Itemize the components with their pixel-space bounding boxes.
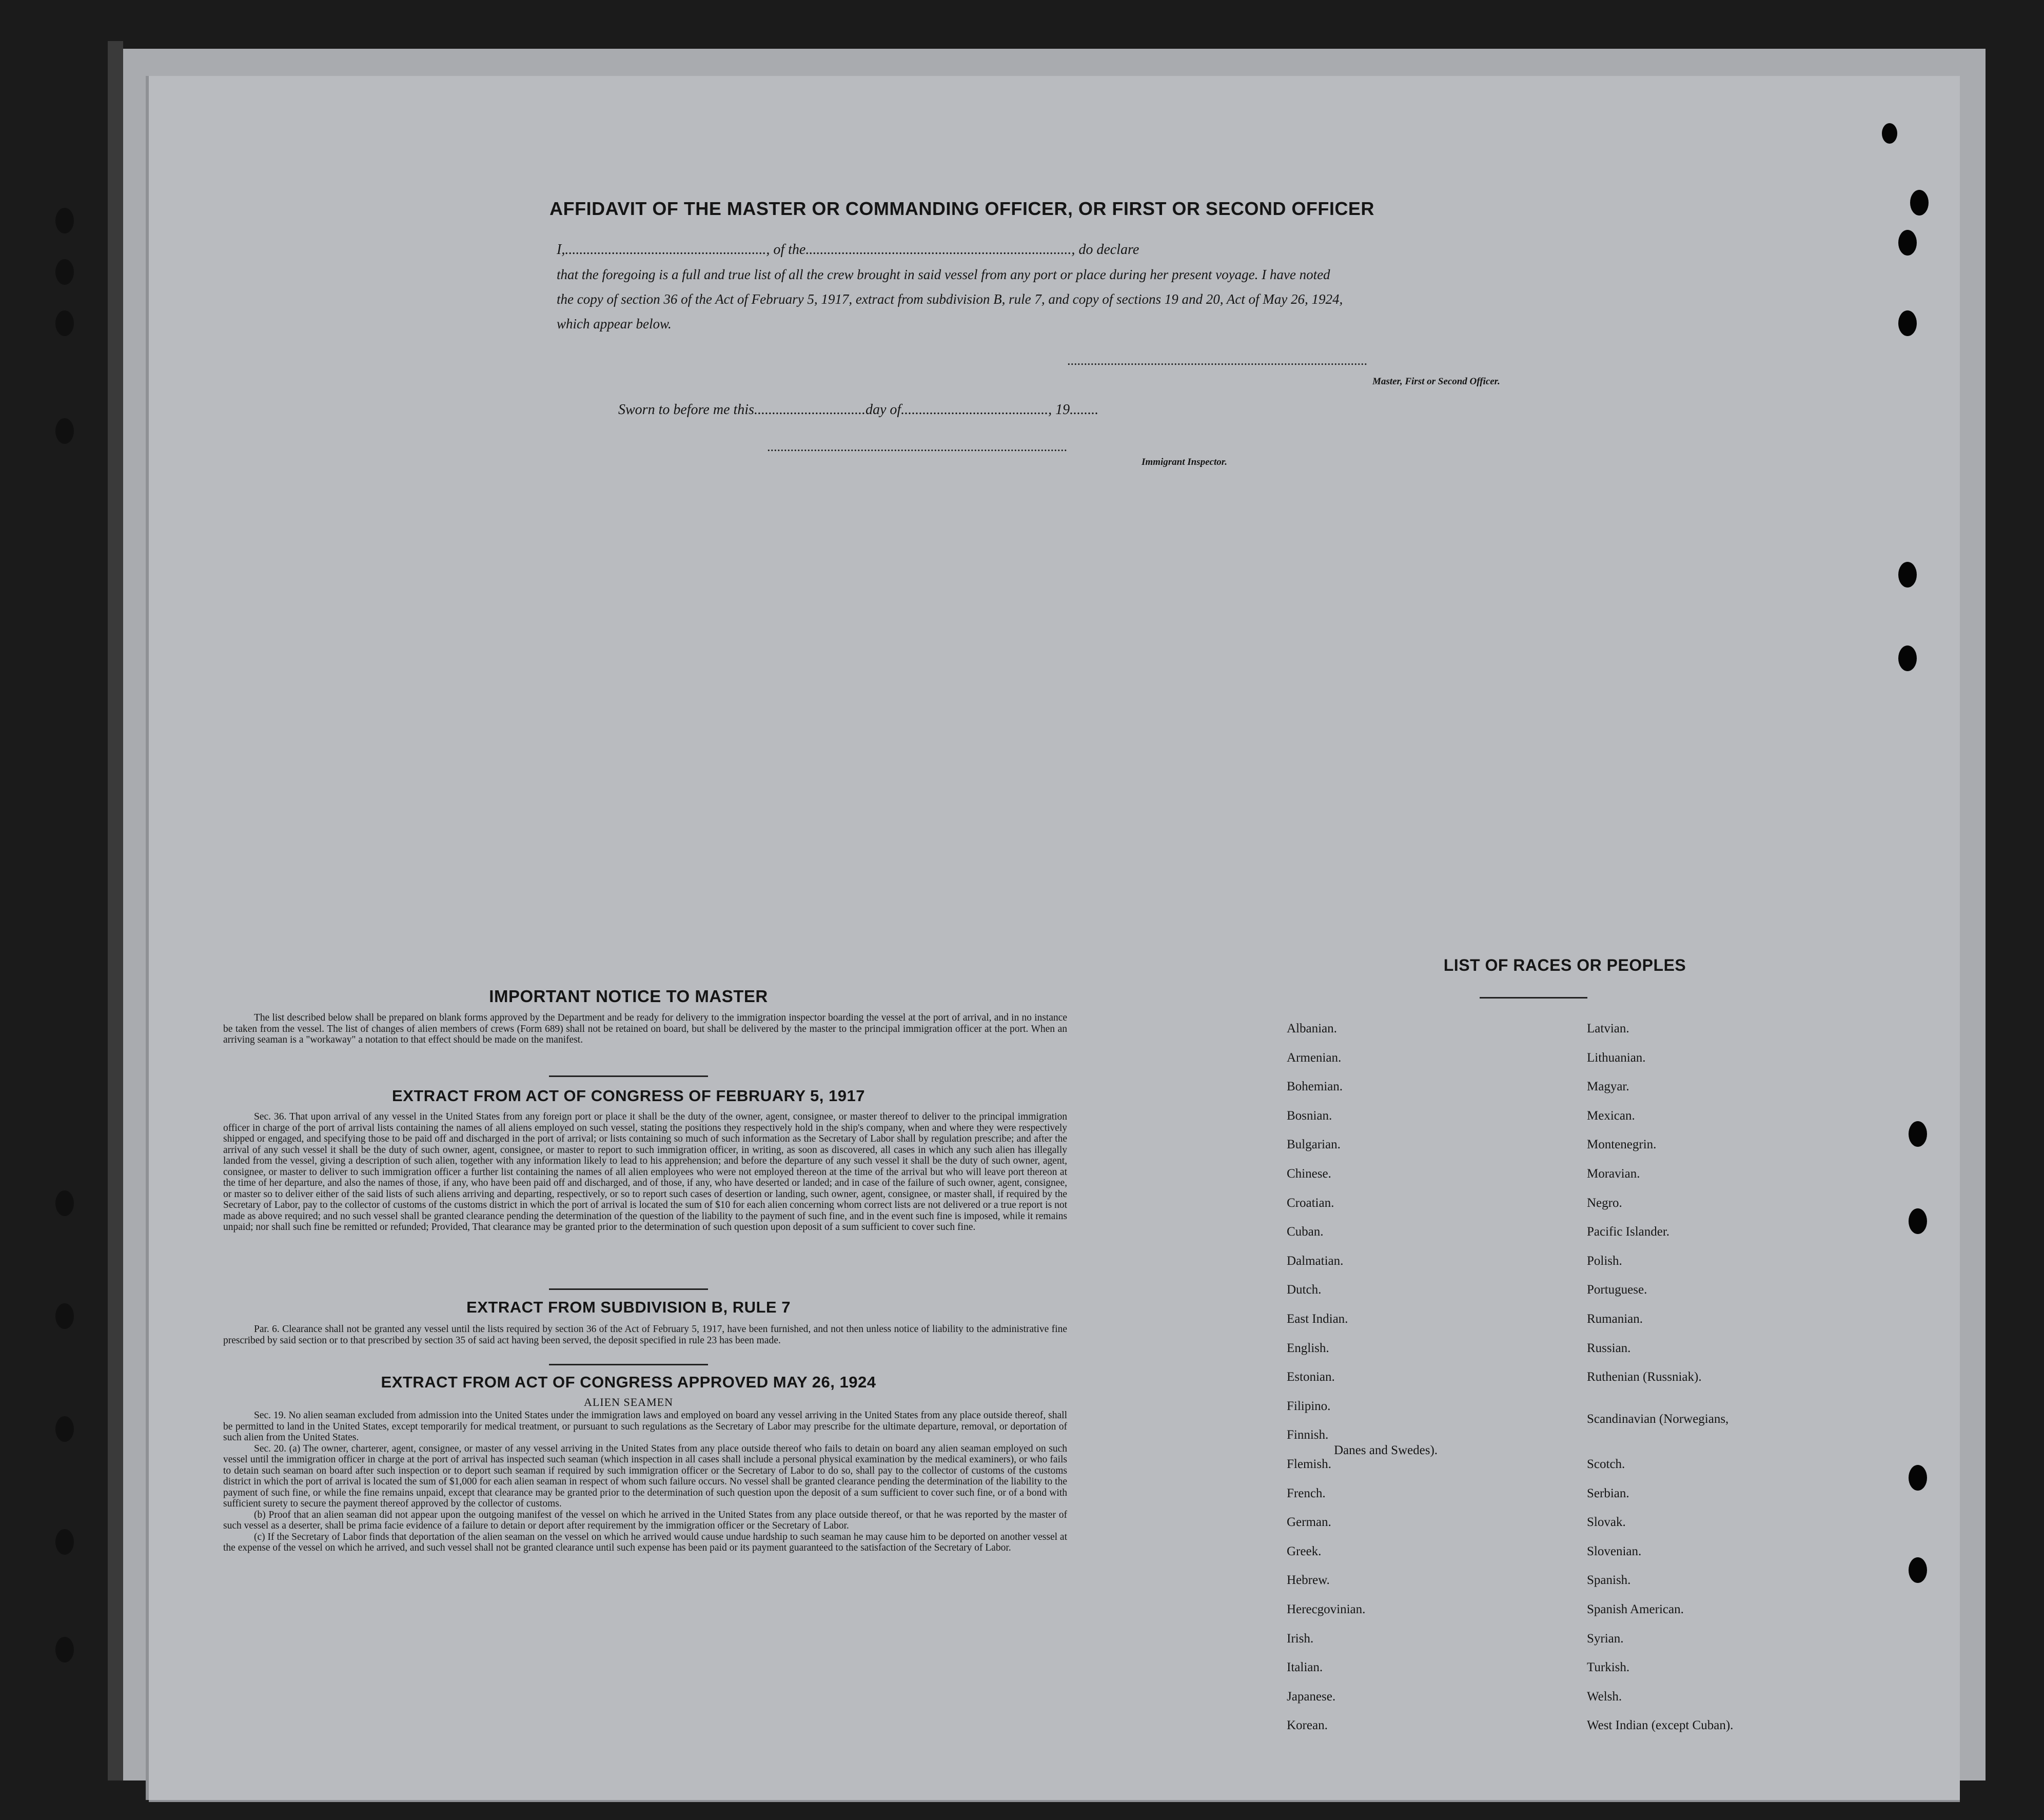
act-1924-title: EXTRACT FROM ACT OF CONGRESS APPROVED MAY 26, 1924 [381,1373,876,1391]
sworn-line [618,398,1098,422]
act-1924-section-20b: (b) Proof that an alien seaman did not appear upon the outgoing manifest of the vessel on which he arrived in the United States from any place outside thereof, or that he was reported by the master of such vessel as a deserter, shall be prima facie evidence of a failure to detain or deport after requirement by the immigration officer or the Secretary of Labor. [223,1509,1067,1531]
race-item: Greek. [1287,1544,1322,1558]
binder-hole-icon [55,1637,74,1662]
race-item: Pacific Islander. [1587,1225,1670,1239]
binder-hole-icon [1898,645,1917,671]
sworn-text: Sworn to before me this [618,402,754,418]
race-item: Armenian. [1287,1051,1342,1065]
race-item: Spanish American. [1587,1602,1684,1616]
race-item: Italian. [1287,1660,1323,1674]
divider [549,1364,708,1365]
binder-hole-icon [55,1190,74,1216]
race-item: Polish. [1587,1254,1622,1268]
inspector-signature-blank: .......................................................................................... [767,439,1067,454]
race-item: Spanish. [1587,1573,1631,1587]
binder-hole-icon [55,418,74,444]
race-item: Herecgovinian. [1287,1602,1366,1616]
divider [1480,997,1587,999]
affidavit-title: AFFIDAVIT OF THE MASTER OR COMMANDING OFFICER, OR FIRST OR SECOND OFFICER [549,198,1374,219]
race-item: Turkish. [1587,1660,1630,1674]
act-1917-section-36: Sec. 36. That upon arrival of any vessel in the United States from any foreign port or place it shall be the duty of the owner, agent, consignee, or master thereof to deliver to the principal immigration officer in charge of the port of arrival lists containing the names of all aliens employed on such vessel, stating the positions they respectively hold in the ship's company, when and where they were respectively shipped or engaged, and specifying those to be paid off and discharged in the port of arrival; or lists containing so much of such information as the Secretary of Labor shall by regulation prescribe; and after the arrival of any such vessel it shall be the duty of such owner, agent, consignee, or master to report to such immigration officer, in writing, as soon as discovered, all cases in which any such alien has illegally landed from the vessel, giving a description of such alien, together with any information likely to lead to his apprehension; and before the departure of any such vessel it shall be the duty of such owner, agent, consignee, or master to deliver to such immigration officer a further list containing the names of all alien employees who were not employed thereon at the time of the arrival but who will leave port thereon at the time of her departure, and also the names of those, if any, who have been paid off and discharged, and of those, if any, who have deserted or landed; and in case of the failure of such owner, agent, consignee, or master so to deliver either of the said lists of such aliens arriving and departing, respectively, or so to report such cases of desertion or landing, such owner, agent, consignee, or master shall, if required by the Secretary of Labor, pay to the collector of customs of the customs district in which the port of arrival is located the sum of $10 for each alien concerning whom correct lists are not delivered or a true report is not made as above required; and no such vessel shall be granted clearance pending the determination of the question of the liability to the payment of such fine, and in the event such fine is imposed, while it remains unpaid; nor shall such fine be remitted or refunded; Provided, That clearance may be granted prior to the determination of such question upon deposit of a sum sufficient to cover such fine. [223,1111,1067,1232]
master-signature-caption: Master, First or Second Officer. [1372,376,1500,387]
affidavit-of-the: , of the [766,242,806,258]
races-title: LIST OF RACES OR PEOPLES [1443,956,1686,974]
race-item: Slovenian. [1587,1544,1642,1558]
race-item: Chinese. [1287,1167,1331,1181]
notice-body [223,1012,1067,1046]
act-1924-section-20c: (c) If the Secretary of Labor finds that deportation of the alien seaman on the vessel on which he arrived would cause undue hardship to such seaman he may cause him to be deported on another vessel at the expense of the vessel on which he arrived, and such vessel shall not be granted clearance until such expense has been paid or its payment guaranteed to the satisfaction of the Secretary of Labor. [223,1531,1067,1553]
binder-hole-icon [1909,1121,1927,1147]
affidavit-declaration-line [557,238,1716,262]
race-item: West Indian (except Cuban). [1587,1718,1734,1732]
binder-hole-icon [55,208,74,233]
race-item: Bulgarian. [1287,1138,1341,1151]
race-item: Montenegrin. [1587,1138,1657,1151]
inspector-signature-caption: Immigrant Inspector. [1142,457,1227,467]
binder-hole-icon [1909,1465,1927,1491]
race-item: Magyar. [1587,1080,1629,1093]
race-item: Cuban. [1287,1225,1324,1239]
race-item: Estonian. [1287,1370,1335,1384]
race-item: Mexican. [1587,1109,1635,1123]
race-item: Irish. [1287,1632,1314,1646]
binder-hole-icon [1898,562,1917,588]
affidavit-text-line-3: the copy of section 36 of the Act of February 5, 1917, extract from subdivision B, rule 7, and copy of sections 19 and 20, Act of May 26, 1924, [557,291,1343,307]
race-item: Moravian. [1587,1167,1640,1181]
binder-hole-icon [1898,310,1917,336]
rule-7-paragraph-6: Par. 6. Clearance shall not be granted any vessel until the lists required by section 36 of the Act of February 5, 1917, have been furnished, and not then unless notice of liability to the administrative fine prescribed by said section or to that prescribed by section 35 of said act having been served, the deposit specified in rule 23 has been made. [223,1324,1067,1346]
race-item: Welsh. [1587,1690,1622,1704]
rule-7-title: EXTRACT FROM SUBDIVISION B, RULE 7 [466,1298,791,1316]
race-item: Scandinavian (Norwegians, [1587,1412,1729,1426]
sworn-year-blank: ........ [1070,402,1099,418]
race-item: Ruthenian (Russniak). [1587,1370,1702,1384]
race-item: Japanese. [1287,1690,1336,1704]
binder-hole-icon [1910,190,1929,216]
affidavit-vessel-blank: .......................................................................... [805,242,1072,258]
race-item: Flemish. [1287,1457,1331,1471]
divider [549,1288,708,1290]
notice-paragraph: The list described below shall be prepared on blank forms approved by the Department and be ready for delivery to the immigration inspector boarding the vessel at the port of arrival, and in no instance be taken from the vessel. The list of changes of alien members of crews (Form 689) shall not be retained on board, but shall be delivered by the master to the principal immigration officer at the port. When an arriving seaman is a "workaway" a notation to that effect should be made on the manifest. [223,1012,1067,1045]
notice-title: IMPORTANT NOTICE TO MASTER [489,987,768,1006]
race-item: Dutch. [1287,1283,1322,1297]
affidavit-do-declare: , do declare [1071,242,1139,258]
race-item: Slovak. [1587,1515,1626,1529]
affidavit-text-line-2: that the foregoing is a full and true list of all the crew brought in said vessel from any port or place during her present voyage. I have noted [557,267,1330,282]
binder-hole-icon [55,1529,74,1555]
race-item: Syrian. [1587,1632,1624,1646]
race-item: Dalmatian. [1287,1254,1344,1268]
sworn-date-blank: ............................... [754,402,866,418]
act-1924-body [223,1410,1067,1554]
binder-hole-icon [55,1303,74,1329]
race-item: English. [1287,1341,1329,1355]
rule-7-body [223,1324,1067,1346]
act-1917-title: EXTRACT FROM ACT OF CONGRESS OF FEBRUARY 5, 1917 [392,1087,865,1105]
race-item: Danes and Swedes). [1334,1443,1438,1457]
race-item: Lithuanian. [1587,1051,1646,1065]
affidavit-i: I, [557,242,565,258]
race-item: Portuguese. [1587,1283,1647,1297]
race-item: Finnish. [1287,1428,1329,1442]
sworn-year: , 19 [1048,402,1070,418]
race-item: Filipino. [1287,1399,1331,1413]
sworn-month-blank: ......................................... [901,402,1049,418]
race-item: Russian. [1587,1341,1631,1355]
race-item: Serbian. [1587,1486,1629,1500]
race-item: Croatian. [1287,1196,1334,1210]
binder-hole-icon [1909,1557,1927,1583]
divider [549,1075,708,1077]
race-item: Albanian. [1287,1022,1337,1035]
binder-hole-icon [55,259,74,285]
act-1924-section-19: Sec. 19. No alien seaman excluded from admission into the United States under the immigration laws and employed on board any vessel arriving in the United States from any place outside thereof, shall be permitted to land in the United States, except temporarily for medical treatment, or pursuant to such regulations as the Secretary of Labor may prescribe for the ultimate departure, removal, or deportation of such alien from the United States. [223,1410,1067,1443]
race-item: Latvian. [1587,1022,1629,1035]
race-item: French. [1287,1486,1326,1500]
race-item: East Indian. [1287,1312,1348,1326]
race-item: Negro. [1587,1196,1622,1210]
race-item: Scotch. [1587,1457,1625,1471]
binder-hole-icon [1909,1208,1927,1234]
race-item: German. [1287,1515,1331,1529]
binder-hole-icon [1898,230,1917,256]
act-1924-section-20a: Sec. 20. (a) The owner, charterer, agent, consignee, or master of any vessel arriving in the United States from any place outside thereof who fails to detain on board any alien seaman employed on such vessel until the immigration officer in charge at the port of arrival has inspected such seaman (which inspection in all cases shall include a personal physical examination by the medical examiners), or who fails to detain such seaman on board after such inspection or to deport such seaman if required by such immigration officer or the Secretary of Labor to do so, shall pay to the collector of customs of the customs district in which the port of arrival is located the sum of $1,000 for each alien seaman in respect of whom such failure occurs. No vessel shall be granted clearance pending the determination of the liability to the payment of such fine, or while the fine remains unpaid, except that clearance may be granted prior to the determination of such question upon the deposit of a sum sufficient to cover such fine, or of a bond with sufficient surety to secure the payment thereof approved by the collector of customs. [223,1443,1067,1509]
race-item: Hebrew. [1287,1573,1330,1587]
race-item: Bosnian. [1287,1109,1332,1123]
affidavit-text-line-4: which appear below. [557,316,672,331]
binder-hole-icon [1882,123,1897,144]
act-1924-subtitle: ALIEN SEAMEN [584,1396,673,1408]
act-1917-body [223,1111,1067,1233]
master-signature-blank: .......................................................................................... [1067,353,1367,368]
race-item: Korean. [1287,1718,1328,1732]
back-page-edge [108,41,123,1780]
race-item: Bohemian. [1287,1080,1343,1093]
race-item: Rumanian. [1587,1312,1643,1326]
manifest-page [149,76,1960,1800]
binder-hole-icon [55,1416,74,1442]
sworn-day-of: day of [865,402,901,418]
affidavit-name-blank: ........................................................ [565,242,767,258]
binder-hole-icon [55,310,74,336]
